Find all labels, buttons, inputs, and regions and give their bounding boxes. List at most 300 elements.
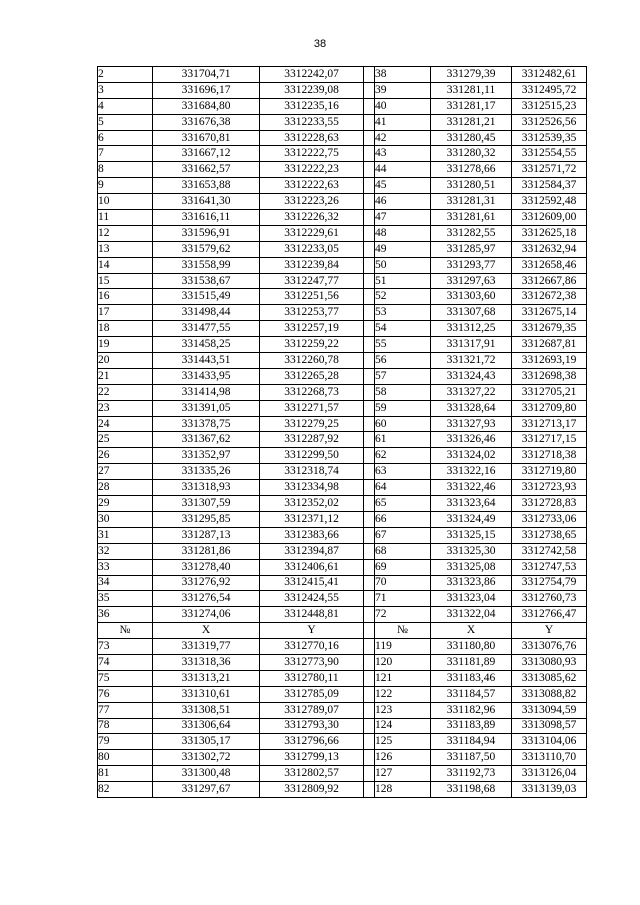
table-row — [98, 210, 587, 226]
x-coordinate: 331306,64 — [153, 718, 260, 734]
point-number: 25 — [98, 432, 153, 448]
point-number: 57 — [375, 368, 431, 384]
point-number: 9 — [98, 178, 153, 194]
table-row — [98, 273, 587, 289]
y-coordinate: 3312287,92 — [260, 432, 364, 448]
point-number: 15 — [98, 273, 153, 289]
y-coordinate: 3312222,75 — [260, 146, 364, 162]
y-coordinate: 3312260,78 — [260, 353, 364, 369]
table-row — [98, 416, 587, 432]
x-coordinate: 331302,72 — [153, 750, 260, 766]
x-coordinate: 331414,98 — [153, 384, 260, 400]
x-coordinate: 331325,30 — [431, 543, 512, 559]
y-coordinate: 3312658,46 — [512, 257, 587, 273]
y-coordinate: 3313139,03 — [512, 782, 587, 798]
table-row — [98, 575, 587, 591]
point-number: 68 — [375, 543, 431, 559]
point-number: 123 — [375, 702, 431, 718]
x-coordinate: 331458,25 — [153, 337, 260, 353]
x-coordinate: 331297,67 — [153, 782, 260, 798]
y-coordinate: 3312693,19 — [512, 353, 587, 369]
y-coordinate: 3312754,79 — [512, 575, 587, 591]
point-number: 54 — [375, 321, 431, 337]
x-coordinate: 331305,17 — [153, 734, 260, 750]
y-coordinate: 3313126,04 — [512, 766, 587, 782]
spacer-cell — [364, 734, 375, 750]
spacer-cell — [364, 639, 375, 655]
spacer-cell — [364, 448, 375, 464]
spacer-cell — [364, 432, 375, 448]
y-coordinate: 3312223,26 — [260, 194, 364, 210]
x-coordinate: 331280,51 — [431, 178, 512, 194]
point-number: 63 — [375, 464, 431, 480]
table-row — [98, 702, 587, 718]
y-coordinate: 3312495,72 — [512, 82, 587, 98]
point-number: 61 — [375, 432, 431, 448]
y-coordinate: 3313085,62 — [512, 670, 587, 686]
point-number: 26 — [98, 448, 153, 464]
y-coordinate: 3312268,73 — [260, 384, 364, 400]
x-coordinate: 331324,02 — [431, 448, 512, 464]
y-coordinate: 3312222,63 — [260, 178, 364, 194]
point-number: № — [98, 623, 153, 639]
spacer-cell — [364, 416, 375, 432]
y-coordinate: 3312733,06 — [512, 511, 587, 527]
x-coordinate: 331307,59 — [153, 496, 260, 512]
point-number: 122 — [375, 686, 431, 702]
spacer-cell — [364, 511, 375, 527]
y-coordinate: 3312299,50 — [260, 448, 364, 464]
table-row — [98, 448, 587, 464]
x-coordinate: 331184,57 — [431, 686, 512, 702]
y-coordinate: 3312228,63 — [260, 130, 364, 146]
y-coordinate: 3312271,57 — [260, 400, 364, 416]
point-number: 71 — [375, 591, 431, 607]
point-number: 38 — [375, 67, 431, 83]
point-number: 19 — [98, 337, 153, 353]
table-row — [98, 321, 587, 337]
y-coordinate: 3312728,83 — [512, 496, 587, 512]
x-coordinate: 331335,26 — [153, 464, 260, 480]
point-number: 11 — [98, 210, 153, 226]
y-coordinate: 3312738,65 — [512, 527, 587, 543]
y-coordinate: 3312760,73 — [512, 591, 587, 607]
y-coordinate: 3312672,38 — [512, 289, 587, 305]
point-number: № — [375, 623, 431, 639]
table-row — [98, 670, 587, 686]
y-coordinate: 3312539,35 — [512, 130, 587, 146]
y-coordinate: 3312257,19 — [260, 321, 364, 337]
y-coordinate: 3312766,47 — [512, 607, 587, 623]
y-coordinate: 3312632,94 — [512, 241, 587, 257]
y-coordinate: 3312334,98 — [260, 480, 364, 496]
point-number: 45 — [375, 178, 431, 194]
x-coordinate: 331313,21 — [153, 670, 260, 686]
x-coordinate: 331367,62 — [153, 432, 260, 448]
point-number: 21 — [98, 368, 153, 384]
y-coordinate: 3312789,07 — [260, 702, 364, 718]
y-coordinate: 3312675,14 — [512, 305, 587, 321]
y-coordinate: 3312259,22 — [260, 337, 364, 353]
x-coordinate: 331641,30 — [153, 194, 260, 210]
spacer-cell — [364, 98, 375, 114]
point-number: 50 — [375, 257, 431, 273]
x-coordinate: 331318,36 — [153, 654, 260, 670]
spacer-cell — [364, 591, 375, 607]
spacer-cell — [364, 225, 375, 241]
y-coordinate: 3312584,37 — [512, 178, 587, 194]
point-number: 69 — [375, 559, 431, 575]
point-number: 73 — [98, 639, 153, 655]
y-coordinate: 3313080,93 — [512, 654, 587, 670]
point-number: 66 — [375, 511, 431, 527]
spacer-cell — [364, 623, 375, 639]
y-coordinate: 3312229,61 — [260, 225, 364, 241]
x-coordinate: 331312,25 — [431, 321, 512, 337]
point-number: 18 — [98, 321, 153, 337]
y-coordinate: 3312247,77 — [260, 273, 364, 289]
x-coordinate: 331287,13 — [153, 527, 260, 543]
point-number: 22 — [98, 384, 153, 400]
point-number: 31 — [98, 527, 153, 543]
point-number: 51 — [375, 273, 431, 289]
spacer-cell — [364, 178, 375, 194]
point-number: 60 — [375, 416, 431, 432]
x-coordinate: 331281,21 — [431, 114, 512, 130]
y-coordinate: 3312239,84 — [260, 257, 364, 273]
y-coordinate: 3313076,76 — [512, 639, 587, 655]
y-coordinate: 3312233,55 — [260, 114, 364, 130]
x-coordinate: 331274,06 — [153, 607, 260, 623]
x-coordinate: 331182,96 — [431, 702, 512, 718]
table-row — [98, 146, 587, 162]
x-coordinate: 331281,31 — [431, 194, 512, 210]
x-coordinate: 331324,43 — [431, 368, 512, 384]
x-coordinate: 331322,16 — [431, 464, 512, 480]
x-coordinate: 331187,50 — [431, 750, 512, 766]
point-number: 16 — [98, 289, 153, 305]
y-coordinate: 3312279,25 — [260, 416, 364, 432]
table-row — [98, 766, 587, 782]
spacer-cell — [364, 464, 375, 480]
y-coordinate: 3312723,93 — [512, 480, 587, 496]
x-coordinate: 331538,67 — [153, 273, 260, 289]
point-number: 39 — [375, 82, 431, 98]
table-row — [98, 400, 587, 416]
x-coordinate: 331198,68 — [431, 782, 512, 798]
x-coordinate: 331324,49 — [431, 511, 512, 527]
spacer-cell — [364, 496, 375, 512]
x-coordinate: 331696,17 — [153, 82, 260, 98]
y-coordinate: 3312592,48 — [512, 194, 587, 210]
y-coordinate: 3312394,87 — [260, 543, 364, 559]
spacer-cell — [364, 384, 375, 400]
y-coordinate: 3312239,08 — [260, 82, 364, 98]
page-number: 38 — [313, 38, 327, 50]
table-row — [98, 67, 587, 83]
table-row — [98, 639, 587, 655]
y-coordinate: 3313088,82 — [512, 686, 587, 702]
x-coordinate: 331319,77 — [153, 639, 260, 655]
point-number: 74 — [98, 654, 153, 670]
x-coordinate: 331318,93 — [153, 480, 260, 496]
point-number: 47 — [375, 210, 431, 226]
table-row — [98, 194, 587, 210]
x-coordinate: 331184,94 — [431, 734, 512, 750]
point-number: 119 — [375, 639, 431, 655]
point-number: 23 — [98, 400, 153, 416]
y-coordinate: 3312802,57 — [260, 766, 364, 782]
x-coordinate: 331321,72 — [431, 353, 512, 369]
y-coordinate: 3312698,38 — [512, 368, 587, 384]
spacer-cell — [364, 527, 375, 543]
x-coordinate: 331278,40 — [153, 559, 260, 575]
y-coordinate: 3312609,00 — [512, 210, 587, 226]
point-number: 77 — [98, 702, 153, 718]
spacer-cell — [364, 273, 375, 289]
y-coordinate: 3312352,02 — [260, 496, 364, 512]
table-row — [98, 337, 587, 353]
coordinates-table — [97, 66, 587, 798]
spacer-cell — [364, 353, 375, 369]
x-coordinate: 331323,64 — [431, 496, 512, 512]
table-row — [98, 432, 587, 448]
spacer-cell — [364, 400, 375, 416]
table-row — [98, 543, 587, 559]
spacer-cell — [364, 702, 375, 718]
point-number: 42 — [375, 130, 431, 146]
spacer-cell — [364, 480, 375, 496]
table-row — [98, 130, 587, 146]
x-coordinate: 331352,97 — [153, 448, 260, 464]
x-coordinate: 331443,51 — [153, 353, 260, 369]
x-coordinate: 331281,61 — [431, 210, 512, 226]
table-row — [98, 178, 587, 194]
y-coordinate: 3312780,11 — [260, 670, 364, 686]
x-coordinate: 331667,12 — [153, 146, 260, 162]
point-number: 48 — [375, 225, 431, 241]
y-coordinate: 3312226,32 — [260, 210, 364, 226]
x-coordinate: 331323,86 — [431, 575, 512, 591]
spacer-cell — [364, 368, 375, 384]
point-number: 43 — [375, 146, 431, 162]
point-number: 30 — [98, 511, 153, 527]
point-number: 59 — [375, 400, 431, 416]
spacer-cell — [364, 559, 375, 575]
y-coordinate: 3312526,56 — [512, 114, 587, 130]
point-number: 32 — [98, 543, 153, 559]
table-row — [98, 591, 587, 607]
point-number: 7 — [98, 146, 153, 162]
point-number: 56 — [375, 353, 431, 369]
y-coordinate: 3312318,74 — [260, 464, 364, 480]
x-coordinate: 331300,48 — [153, 766, 260, 782]
point-number: 13 — [98, 241, 153, 257]
x-coordinate: 331293,77 — [431, 257, 512, 273]
x-coordinate: 331278,66 — [431, 162, 512, 178]
x-coordinate: 331579,62 — [153, 241, 260, 257]
x-coordinate: 331704,71 — [153, 67, 260, 83]
point-number: 10 — [98, 194, 153, 210]
x-coordinate: 331684,80 — [153, 98, 260, 114]
y-coordinate: 3312719,80 — [512, 464, 587, 480]
spacer-cell — [364, 146, 375, 162]
x-coordinate: 331281,17 — [431, 98, 512, 114]
spacer-cell — [364, 210, 375, 226]
y-coordinate: Y — [512, 623, 587, 639]
spacer-cell — [364, 718, 375, 734]
x-coordinate: 331433,95 — [153, 368, 260, 384]
point-number: 80 — [98, 750, 153, 766]
y-coordinate: 3312406,61 — [260, 559, 364, 575]
y-coordinate: 3312770,16 — [260, 639, 364, 655]
point-number: 14 — [98, 257, 153, 273]
x-coordinate: 331183,46 — [431, 670, 512, 686]
point-number: 82 — [98, 782, 153, 798]
point-number: 62 — [375, 448, 431, 464]
y-coordinate: 3312773,90 — [260, 654, 364, 670]
point-number: 27 — [98, 464, 153, 480]
spacer-cell — [364, 654, 375, 670]
x-coordinate: 331323,04 — [431, 591, 512, 607]
point-number: 17 — [98, 305, 153, 321]
spacer-cell — [364, 575, 375, 591]
spacer-cell — [364, 670, 375, 686]
spacer-cell — [364, 289, 375, 305]
table-row — [98, 384, 587, 400]
x-coordinate: 331515,49 — [153, 289, 260, 305]
table-row — [98, 654, 587, 670]
spacer-cell — [364, 194, 375, 210]
y-coordinate: 3312554,55 — [512, 146, 587, 162]
x-coordinate: 331281,11 — [431, 82, 512, 98]
y-coordinate: 3313104,06 — [512, 734, 587, 750]
x-coordinate: 331378,75 — [153, 416, 260, 432]
point-number: 40 — [375, 98, 431, 114]
x-coordinate: 331322,04 — [431, 607, 512, 623]
table-row — [98, 480, 587, 496]
table-row — [98, 257, 587, 273]
y-coordinate: 3312222,23 — [260, 162, 364, 178]
point-number: 12 — [98, 225, 153, 241]
y-coordinate: 3312571,72 — [512, 162, 587, 178]
y-coordinate: Y — [260, 623, 364, 639]
point-number: 53 — [375, 305, 431, 321]
point-number: 121 — [375, 670, 431, 686]
x-coordinate: 331181,89 — [431, 654, 512, 670]
point-number: 41 — [375, 114, 431, 130]
spacer-cell — [364, 321, 375, 337]
y-coordinate: 3312785,09 — [260, 686, 364, 702]
point-number: 126 — [375, 750, 431, 766]
point-number: 127 — [375, 766, 431, 782]
point-number: 55 — [375, 337, 431, 353]
y-coordinate: 3313094,59 — [512, 702, 587, 718]
table-row — [98, 623, 587, 639]
y-coordinate: 3312253,77 — [260, 305, 364, 321]
point-number: 64 — [375, 480, 431, 496]
point-number: 72 — [375, 607, 431, 623]
spacer-cell — [364, 162, 375, 178]
point-number: 6 — [98, 130, 153, 146]
table-row — [98, 289, 587, 305]
x-coordinate: 331498,44 — [153, 305, 260, 321]
x-coordinate: 331192,73 — [431, 766, 512, 782]
table-row — [98, 225, 587, 241]
point-number: 81 — [98, 766, 153, 782]
point-number: 3 — [98, 82, 153, 98]
y-coordinate: 3312709,80 — [512, 400, 587, 416]
y-coordinate: 3312448,81 — [260, 607, 364, 623]
spacer-cell — [364, 241, 375, 257]
point-number: 67 — [375, 527, 431, 543]
point-number: 78 — [98, 718, 153, 734]
x-coordinate: 331308,51 — [153, 702, 260, 718]
table-row — [98, 98, 587, 114]
table-row — [98, 305, 587, 321]
point-number: 44 — [375, 162, 431, 178]
point-number: 5 — [98, 114, 153, 130]
y-coordinate: 3312705,21 — [512, 384, 587, 400]
spacer-cell — [364, 114, 375, 130]
spacer-cell — [364, 82, 375, 98]
x-coordinate: 331180,80 — [431, 639, 512, 655]
table-row — [98, 241, 587, 257]
spacer-cell — [364, 607, 375, 623]
x-coordinate: 331279,39 — [431, 67, 512, 83]
table-row — [98, 607, 587, 623]
table-row — [98, 353, 587, 369]
x-coordinate: 331322,46 — [431, 480, 512, 496]
x-coordinate: 331325,08 — [431, 559, 512, 575]
y-coordinate: 3312747,53 — [512, 559, 587, 575]
point-number: 8 — [98, 162, 153, 178]
x-coordinate: 331477,55 — [153, 321, 260, 337]
table-row — [98, 686, 587, 702]
point-number: 29 — [98, 496, 153, 512]
x-coordinate: 331297,63 — [431, 273, 512, 289]
y-coordinate: 3312233,05 — [260, 241, 364, 257]
y-coordinate: 3312809,92 — [260, 782, 364, 798]
y-coordinate: 3312371,12 — [260, 511, 364, 527]
spacer-cell — [364, 750, 375, 766]
point-number: 79 — [98, 734, 153, 750]
spacer-cell — [364, 543, 375, 559]
x-coordinate: 331328,64 — [431, 400, 512, 416]
x-coordinate: 331391,05 — [153, 400, 260, 416]
spacer-cell — [364, 130, 375, 146]
table-row — [98, 82, 587, 98]
x-coordinate: 331558,99 — [153, 257, 260, 273]
y-coordinate: 3312793,30 — [260, 718, 364, 734]
x-coordinate: 331327,22 — [431, 384, 512, 400]
x-coordinate: 331276,54 — [153, 591, 260, 607]
point-number: 125 — [375, 734, 431, 750]
y-coordinate: 3312424,55 — [260, 591, 364, 607]
point-number: 128 — [375, 782, 431, 798]
point-number: 120 — [375, 654, 431, 670]
table-row — [98, 527, 587, 543]
table-row — [98, 718, 587, 734]
y-coordinate: 3312482,61 — [512, 67, 587, 83]
x-coordinate: 331596,91 — [153, 225, 260, 241]
point-number: 58 — [375, 384, 431, 400]
x-coordinate: 331327,93 — [431, 416, 512, 432]
spacer-cell — [364, 766, 375, 782]
table-row — [98, 162, 587, 178]
x-coordinate: 331616,11 — [153, 210, 260, 226]
point-number: 76 — [98, 686, 153, 702]
